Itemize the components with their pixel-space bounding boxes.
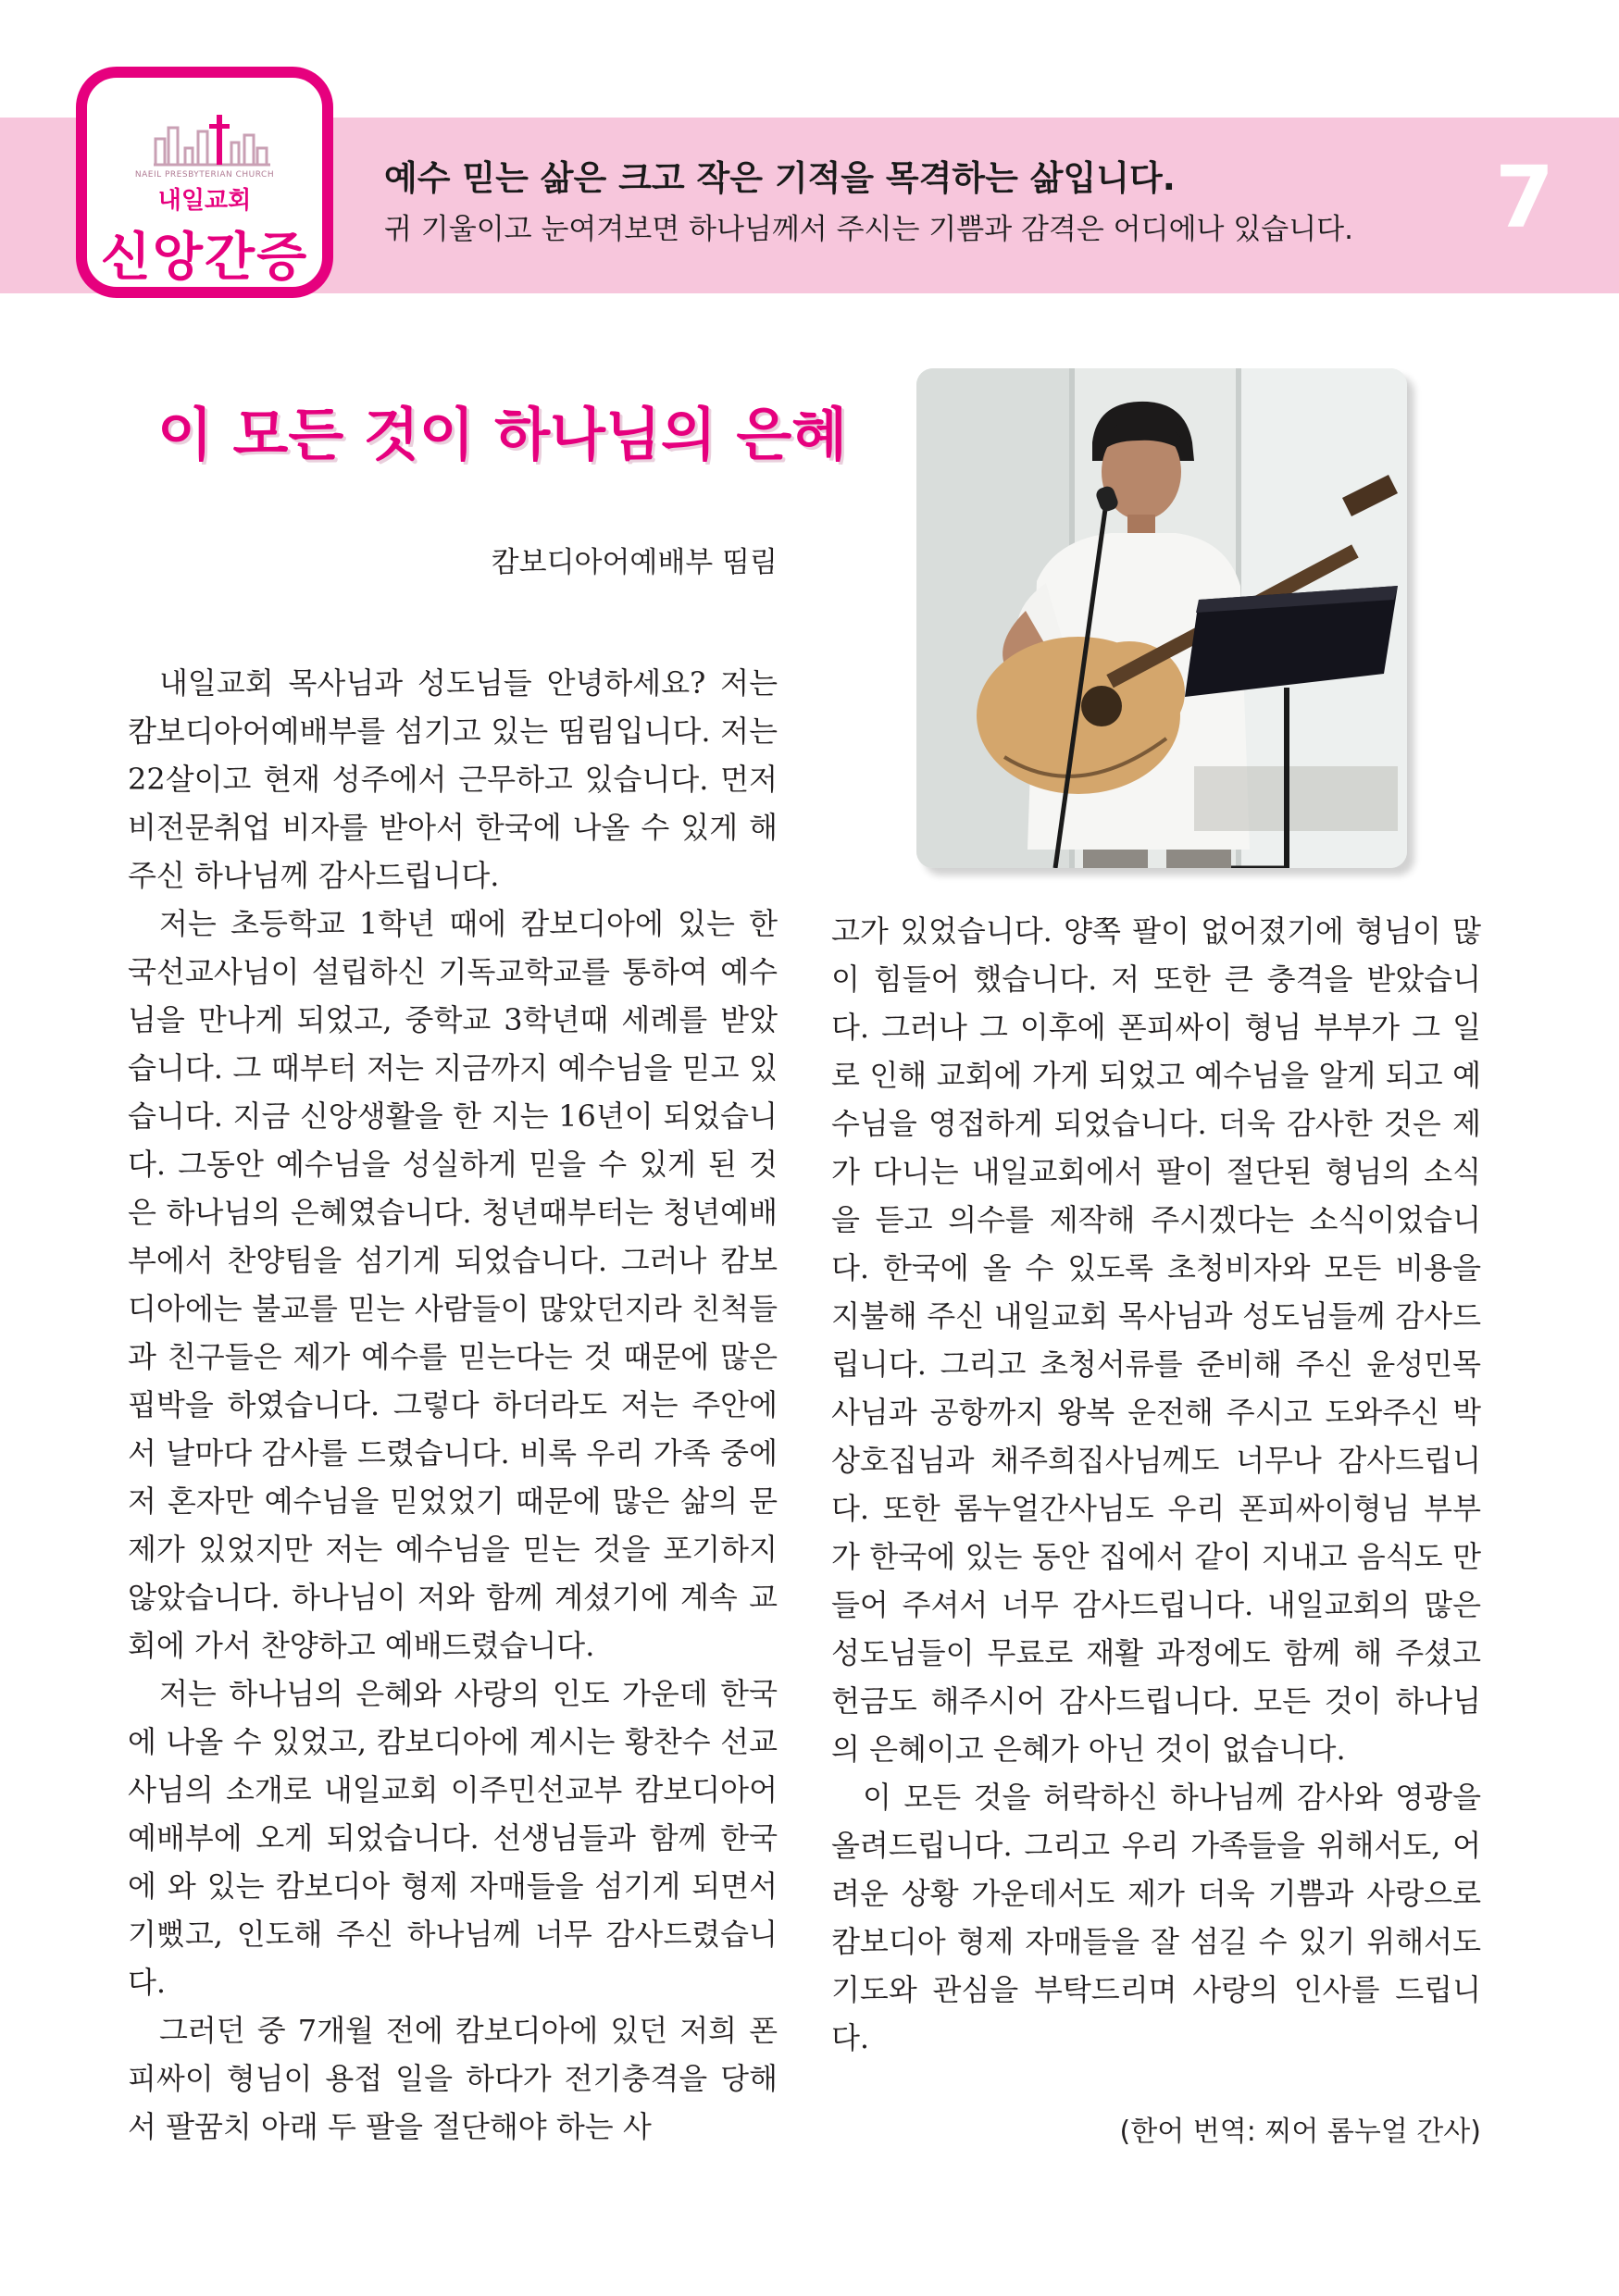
article-photo — [916, 368, 1407, 868]
page-number: 7 — [1495, 148, 1555, 247]
badge-section-title: 신앙간증 — [100, 228, 309, 288]
section-badge — [76, 67, 333, 298]
guitarist-singing-photo — [916, 368, 1407, 868]
paragraph: 내일교회 목사님과 성도님들 안녕하세요? 저는 캄보디아어예배부를 섬기고 있는 띰림입니다. 저는 22살이고 현재 성주에서 근무하고 있습니다. 먼저 비전문취업 비자를 받아서 한국에 나올 수 있게 해 주신 하나님께 감사드립니다. — [128, 665, 778, 893]
paragraph: 그러던 중 7개월 전에 캄보디아에 있던 저희 폰피싸이 형님이 용접 일을 하다가 전기충격을 당해서 팔꿈치 아래 두 팔을 절단해야 하는 사 — [128, 2013, 778, 2144]
header-subline: 귀 기울이고 눈여겨보면 하나님께서 주시는 기쁨과 감격은 어디에나 있습니다. — [384, 213, 1353, 246]
paragraph: 저는 하나님의 은혜와 사랑의 인도 가운데 한국에 나올 수 있었고, 캄보디아에 계시는 황찬수 선교사님의 소개로 내일교회 이주민선교부 캄보디아어예배부에 오게 되었습니다. 선생님들과 함께 한국에 와 있는 캄보디아 형제 자매들을 섬기게 되면서 기뻤고, 인도해 주신 하나님께 너무 감사드렸습니다. — [128, 1676, 778, 2000]
article-column-right — [831, 907, 1481, 2062]
article-column-left — [128, 659, 778, 2151]
article-author: 캄보디아어예배부 띰림 — [491, 546, 778, 579]
translator-credit: (한어 번역: 찌어 롬누얼 간사) — [1119, 2116, 1481, 2148]
paragraph: 이 모든 것을 허락하신 하나님께 감사와 영광을 올려드립니다. 그리고 우리 가족들을 위해서도, 어려운 상황 가운데서도 제가 더욱 기쁨과 사랑으로 캄보디아 형제 자매들을 잘 섬길 수 있기 위해서도 기도와 관심을 부탁드리며 사랑의 인사를 드립니다. — [831, 1780, 1481, 2055]
badge-sub-text: NAEIL PRESBYTERIAN CHURCH — [134, 170, 275, 180]
badge-church-name: 내일교회 — [157, 187, 252, 215]
church-skyline-cross-icon — [152, 111, 272, 167]
paragraph: 저는 초등학교 1학년 때에 캄보디아에 있는 한국선교사님이 설립하신 기독교학교를 통하여 예수님을 만나게 되었고, 중학교 3학년때 세례를 받았습니다. 그 때부터 저는 지금까지 예수님을 믿고 있습니다. 지금 신앙생활을 한 지는 16년이 되었습니다. 그동안 예수님을 성실하게 믿을 수 있게 된 것은 하나님의 은혜였습니다. 청년때부터는 청년예배부에서 찬양팀을 섬기게 되었습니다. 그러나 캄보디아에는 불교를 믿는 사람들이 많았던지라 친척들과 친구들은 제가 예수를 믿는다는 것 때문에 많은 핍박을 하였습니다. 그렇다 하더라도 저는 주안에서 날마다 감사를 드렸습니다. 비록 우리 가족 중에 저 혼자만 예수님을 믿었었기 때문에 많은 삶의 문제가 있었지만 저는 예수님을 믿는 것을 포기하지 않았습니다. 하나님이 저와 함께 계셨기에 계속 교회에 가서 찬양하고 예배드렸습니다. — [128, 906, 778, 1663]
article-title: 이 모든 것이 하나님의 은혜 — [157, 401, 848, 468]
header-headline: 예수 믿는 삶은 크고 작은 기적을 목격하는 삶입니다. — [384, 158, 1176, 198]
paragraph: 고가 있었습니다. 양쪽 팔이 없어졌기에 형님이 많이 힘들어 했습니다. 저 또한 큰 충격을 받았습니다. 그러나 그 이후에 폰피싸이 형님 부부가 그 일로 인해 교회에 가게 되었고 예수님을 알게 되고 예수님을 영접하게 되었습니다. 더욱 감사한 것은 제가 다니는 내일교회에서 팔이 절단된 형님의 소식을 듣고 의수를 제작해 주시겠다는 소식이었습니다. 한국에 올 수 있도록 초청비자와 모든 비용을 지불해 주신 내일교회 목사님과 성도님들께 감사드립니다. 그리고 초청서류를 준비해 주신 윤성민목사님과 공항까지 왕복 운전해 주시고 도와주신 박상호집님과 채주희집사님께도 너무나 감사드립니다. 또한 롬누얼간사님도 우리 폰피싸이형님 부부가 한국에 있는 동안 집에서 같이 지내고 음식도 만들어 주셔서 너무 감사드립니다. 내일교회의 많은 성도님들이 무료로 재활 과정에도 함께 해 주셨고 헌금도 해주시어 감사드립니다. 모든 것이 하나님의 은혜이고 은혜가 아닌 것이 없습니다. — [831, 913, 1481, 1767]
